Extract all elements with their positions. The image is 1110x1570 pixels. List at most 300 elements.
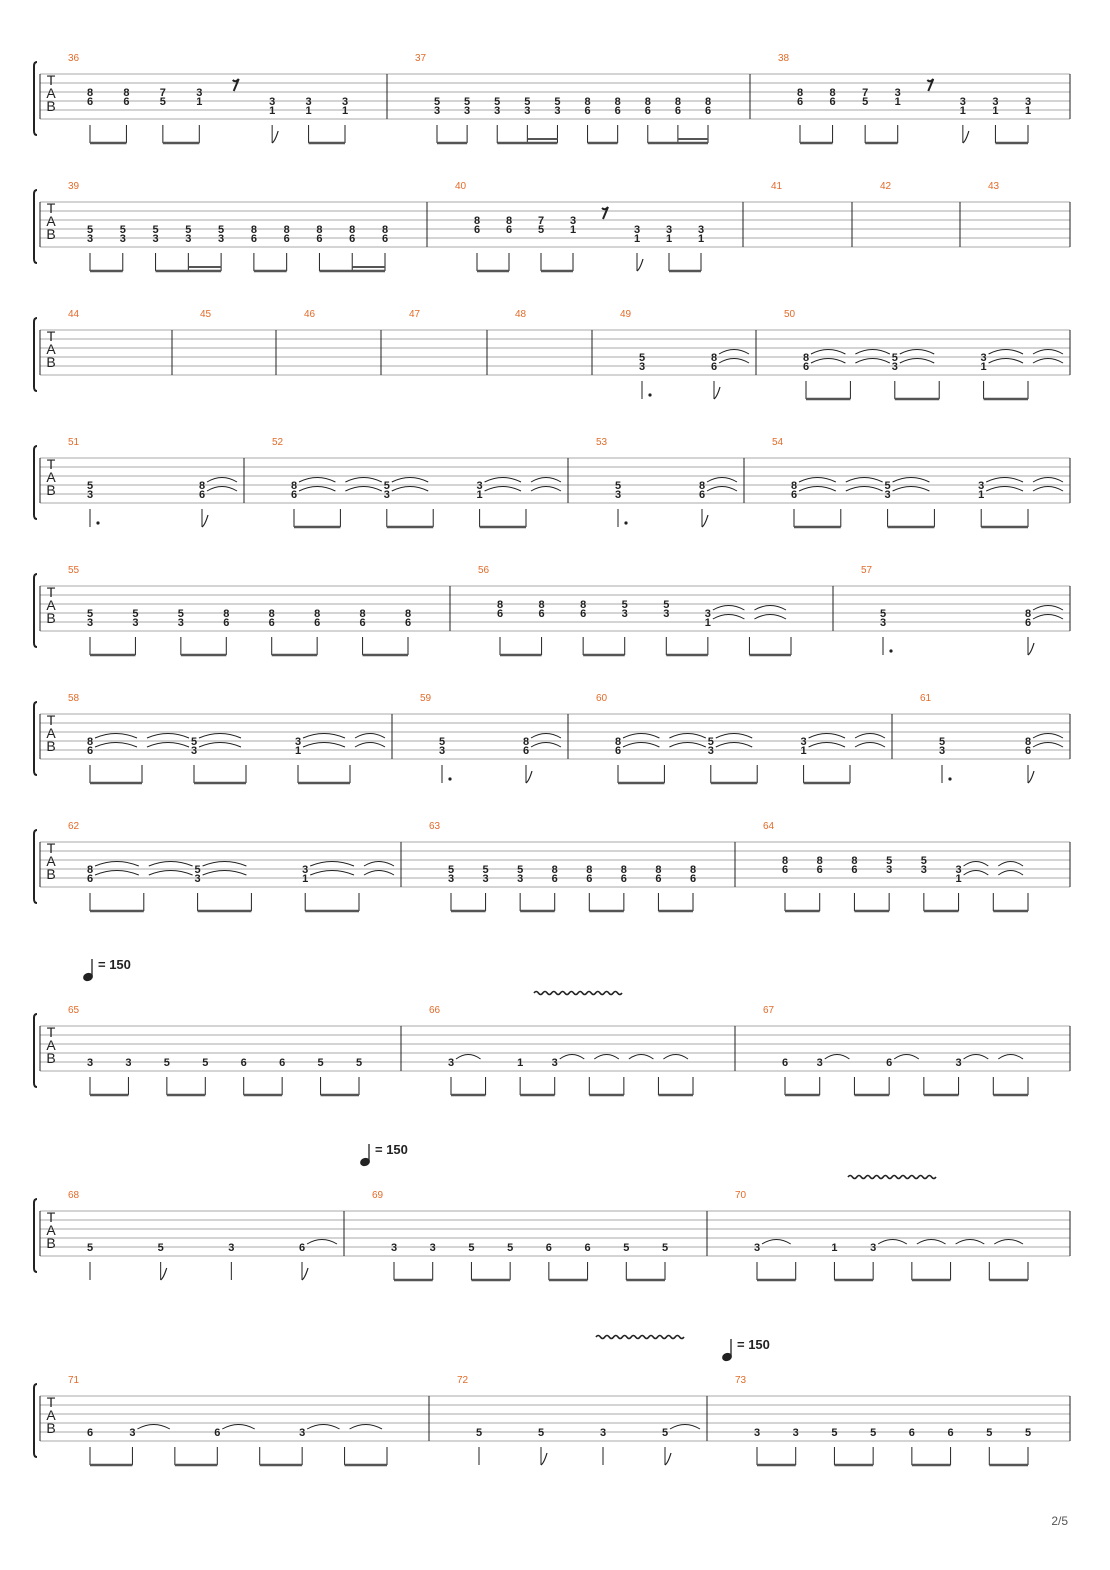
fret-number: 6 xyxy=(704,105,712,117)
fret-number: 6 xyxy=(698,489,706,501)
tie-arc xyxy=(893,487,930,492)
fret-number: 6 xyxy=(689,873,697,885)
tie-arc xyxy=(799,478,836,483)
fret-number: 3 xyxy=(305,96,312,108)
measure-number: 62 xyxy=(68,821,80,832)
fret-number: 1 xyxy=(302,873,309,885)
fret-number: 5 xyxy=(464,96,471,108)
fret-number: 5 xyxy=(185,224,192,236)
tie-arc xyxy=(222,1425,254,1430)
fret-number: 1 xyxy=(269,105,276,117)
fret-number: 3 xyxy=(196,87,203,99)
fret-number: 1 xyxy=(196,96,203,108)
fret-number: 3 xyxy=(383,489,390,501)
fret-number: 8 xyxy=(614,736,622,748)
fret-number: 6 xyxy=(886,1057,893,1069)
system-bracket xyxy=(34,1384,37,1457)
fret-number: 6 xyxy=(614,105,621,117)
tie-arc xyxy=(799,487,836,492)
fret-number: 3 xyxy=(938,745,946,757)
tie-arc xyxy=(147,734,189,739)
tie-arc xyxy=(485,478,521,483)
system-bracket xyxy=(34,1199,37,1272)
tie-arc xyxy=(355,743,385,748)
fret-number: 5 xyxy=(517,864,524,876)
fret-number: 3 xyxy=(614,489,622,501)
tie-arc xyxy=(855,743,885,748)
tie-arc xyxy=(825,1055,850,1060)
measure-number: 64 xyxy=(763,821,775,832)
tempo-marking: = 150 xyxy=(98,957,131,972)
tie-arc xyxy=(893,478,930,483)
fret-number: 5 xyxy=(707,736,714,748)
tab-clef-letter: A xyxy=(46,1222,56,1238)
tie-arc xyxy=(900,359,934,364)
fret-number: 8 xyxy=(584,96,591,108)
fret-number: 5 xyxy=(524,96,531,108)
tab-clef-letter: T xyxy=(46,1024,56,1040)
tie-arc xyxy=(392,487,428,492)
fret-number: 8 xyxy=(496,599,504,611)
fret-number: 3 xyxy=(86,233,94,245)
fret-number: 8 xyxy=(198,480,206,492)
fret-number: 8 xyxy=(86,864,94,876)
tie-arc xyxy=(989,350,1023,355)
measure-number: 43 xyxy=(988,181,1000,192)
fret-number: 5 xyxy=(86,224,94,236)
tie-arc xyxy=(900,350,934,355)
tie-arc xyxy=(364,871,394,876)
tie-arc xyxy=(713,606,745,611)
fret-number: 6 xyxy=(283,233,290,245)
tie-arc xyxy=(299,487,335,492)
tie-arc xyxy=(310,862,354,867)
measure-number: 41 xyxy=(771,181,783,192)
fret-number: 1 xyxy=(341,105,349,117)
tie-arc xyxy=(964,871,989,876)
eighth-flag-icon xyxy=(541,1453,547,1465)
fret-number: 8 xyxy=(381,224,389,236)
tie-arc xyxy=(95,871,139,876)
fret-number: 3 xyxy=(978,480,985,492)
eighth-rest-icon xyxy=(927,79,933,91)
fret-number: 8 xyxy=(829,87,836,99)
tie-arc xyxy=(713,615,745,620)
fret-number: 5 xyxy=(438,736,446,748)
fret-number: 3 xyxy=(86,1057,94,1069)
fret-number: 5 xyxy=(891,352,898,364)
fret-number: 3 xyxy=(447,873,455,885)
fret-number: 5 xyxy=(190,736,198,748)
fret-number: 3 xyxy=(894,87,901,99)
fret-number: 5 xyxy=(159,96,166,108)
tie-arc xyxy=(1033,478,1063,483)
fret-number: 3 xyxy=(955,864,962,876)
tab-clef-letter: A xyxy=(46,597,56,613)
fret-number: 3 xyxy=(959,96,966,108)
fret-number: 6 xyxy=(620,873,627,885)
fret-number: 6 xyxy=(268,617,275,629)
fret-number: 5 xyxy=(623,1242,630,1254)
fret-number: 6 xyxy=(802,361,810,373)
eighth-flag-icon xyxy=(526,771,532,783)
tab-clef-letter: A xyxy=(46,853,56,869)
fret-number: 6 xyxy=(86,873,94,885)
fret-number: 3 xyxy=(980,352,987,364)
measure-number: 47 xyxy=(409,309,421,320)
eighth-flag-icon xyxy=(202,515,208,527)
tie-arc xyxy=(137,1425,169,1430)
measure-number: 65 xyxy=(68,1005,80,1016)
fret-number: 6 xyxy=(655,873,662,885)
fret-number: 3 xyxy=(190,745,198,757)
fret-number: 3 xyxy=(884,489,891,501)
system-bracket xyxy=(34,830,37,903)
tab-system xyxy=(34,437,1070,527)
fret-number: 1 xyxy=(704,617,711,629)
tie-arc xyxy=(531,487,561,492)
measure-number: 52 xyxy=(272,437,284,448)
eighth-flag-icon xyxy=(1028,643,1034,655)
eighth-flag-icon xyxy=(963,131,969,143)
fret-number: 3 xyxy=(517,873,524,885)
measure-number: 71 xyxy=(68,1375,80,1386)
fret-number: 1 xyxy=(894,96,901,108)
tab-clef-letter: T xyxy=(46,1394,56,1410)
fret-number: 6 xyxy=(86,745,94,757)
tab-clef-letter: T xyxy=(46,712,56,728)
fret-number: 6 xyxy=(381,233,389,245)
tie-arc xyxy=(809,743,845,748)
tie-arc xyxy=(846,478,883,483)
tab-clef-letter: B xyxy=(46,738,56,754)
fret-number: 5 xyxy=(638,352,646,364)
fret-number: 8 xyxy=(580,599,587,611)
fret-number: 3 xyxy=(697,224,705,236)
fret-number: 6 xyxy=(816,864,823,876)
tie-arc xyxy=(307,1425,339,1430)
tie-arc xyxy=(456,1055,481,1060)
tab-system xyxy=(34,821,1070,911)
fret-number: 6 xyxy=(586,873,593,885)
tab-clef-letter: A xyxy=(46,85,56,101)
fret-number: 3 xyxy=(800,736,807,748)
fret-number: 3 xyxy=(891,361,898,373)
tie-arc xyxy=(809,734,845,739)
tab-clef-letter: T xyxy=(46,72,56,88)
fret-number: 6 xyxy=(123,96,130,108)
fret-number: 3 xyxy=(185,233,192,245)
tie-arc xyxy=(303,743,345,748)
system-bracket xyxy=(34,318,37,391)
fret-number: 3 xyxy=(218,233,225,245)
measure-number: 72 xyxy=(457,1375,469,1386)
fret-number: 5 xyxy=(920,855,927,867)
fret-number: 8 xyxy=(614,96,621,108)
tab-clef-letter: B xyxy=(46,1050,56,1066)
tie-arc xyxy=(754,606,786,611)
eighth-flag-icon xyxy=(161,1268,167,1280)
fret-number: 3 xyxy=(129,1427,136,1439)
tie-arc xyxy=(719,350,749,355)
fret-number: 5 xyxy=(86,480,94,492)
tie-arc xyxy=(998,1055,1023,1060)
fret-number: 3 xyxy=(438,745,446,757)
tie-arc xyxy=(719,359,749,364)
fret-number: 1 xyxy=(980,361,987,373)
eighth-flag-icon xyxy=(665,1453,671,1465)
fret-number: 3 xyxy=(194,873,201,885)
fret-number: 6 xyxy=(316,233,323,245)
fret-number: 3 xyxy=(955,1057,962,1069)
tie-arc xyxy=(716,734,752,739)
fret-number: 3 xyxy=(464,105,471,117)
fret-number: 5 xyxy=(177,608,184,620)
fret-number: 3 xyxy=(86,489,94,501)
fret-number: 8 xyxy=(86,736,94,748)
tie-arc xyxy=(1033,487,1063,492)
fret-number: 3 xyxy=(1024,96,1032,108)
fret-number: 6 xyxy=(86,1427,94,1439)
tie-arc xyxy=(623,743,659,748)
measure-number: 57 xyxy=(861,565,873,576)
fret-number: 5 xyxy=(194,864,201,876)
tie-arc xyxy=(199,743,241,748)
fret-number: 8 xyxy=(698,480,706,492)
fret-number: 1 xyxy=(992,105,999,117)
fret-number: 3 xyxy=(119,233,126,245)
tie-arc xyxy=(307,1240,337,1245)
tab-clef-letter: B xyxy=(46,226,56,242)
dot-icon xyxy=(648,393,651,396)
fret-number: 3 xyxy=(132,617,139,629)
fret-number: 5 xyxy=(202,1057,209,1069)
fret-number: 3 xyxy=(633,224,641,236)
tie-arc xyxy=(531,478,561,483)
eighth-flag-icon xyxy=(702,515,708,527)
tab-system xyxy=(34,1336,1070,1466)
fret-number: 6 xyxy=(851,864,858,876)
tie-arc xyxy=(811,359,845,364)
tie-arc xyxy=(392,478,428,483)
measure-number: 44 xyxy=(68,309,80,320)
fret-number: 8 xyxy=(644,96,651,108)
fret-number: 8 xyxy=(349,224,356,236)
tie-arc xyxy=(669,743,705,748)
fret-number: 1 xyxy=(959,105,966,117)
fret-number: 3 xyxy=(125,1057,132,1069)
fret-number: 8 xyxy=(314,608,321,620)
measure-number: 70 xyxy=(735,1190,747,1201)
tab-clef-letter: A xyxy=(46,341,56,357)
measure-number: 66 xyxy=(429,1005,441,1016)
fret-number: 8 xyxy=(538,599,545,611)
fret-number: 1 xyxy=(305,105,312,117)
fret-number: 8 xyxy=(473,215,481,227)
fret-number: 6 xyxy=(781,1057,789,1069)
tab-clef-letter: A xyxy=(46,469,56,485)
measure-number: 42 xyxy=(880,181,892,192)
fret-number: 3 xyxy=(886,864,893,876)
fret-number: 8 xyxy=(404,608,412,620)
tie-arc xyxy=(345,487,381,492)
tie-arc xyxy=(531,743,561,748)
vibrato-icon xyxy=(534,992,622,995)
tab-clef-letter: B xyxy=(46,1235,56,1251)
system-bracket xyxy=(34,62,37,135)
fret-number: 1 xyxy=(665,233,673,245)
tie-arc xyxy=(203,862,247,867)
fret-number: 1 xyxy=(517,1057,524,1069)
tie-arc xyxy=(623,734,659,739)
fret-number: 6 xyxy=(473,224,481,236)
fret-number: 5 xyxy=(554,96,561,108)
fret-number: 5 xyxy=(831,1427,838,1439)
fret-number: 8 xyxy=(86,87,94,99)
fret-number: 6 xyxy=(279,1057,286,1069)
tab-system xyxy=(34,1142,1070,1280)
measure-number: 39 xyxy=(68,181,80,192)
dot-icon xyxy=(889,649,892,652)
fret-number: 1 xyxy=(1024,105,1032,117)
fret-number: 3 xyxy=(792,1427,799,1439)
tie-arc xyxy=(149,862,193,867)
tab-clef-letter: A xyxy=(46,213,56,229)
tie-arc xyxy=(147,743,189,748)
fret-number: 8 xyxy=(710,352,718,364)
fret-number: 3 xyxy=(86,617,94,629)
fret-number: 3 xyxy=(269,96,276,108)
fret-number: 3 xyxy=(433,105,441,117)
fret-number: 8 xyxy=(620,864,627,876)
fret-number: 6 xyxy=(314,617,321,629)
fret-number: 3 xyxy=(299,1427,306,1439)
tab-clef-letter: B xyxy=(46,482,56,498)
fret-number: 5 xyxy=(986,1427,993,1439)
tie-arc xyxy=(355,734,385,739)
fret-number: 6 xyxy=(710,361,718,373)
fret-number: 5 xyxy=(884,480,891,492)
fret-number: 5 xyxy=(355,1057,363,1069)
fret-number: 8 xyxy=(1024,736,1032,748)
measure-number: 59 xyxy=(420,693,432,704)
fret-number: 5 xyxy=(383,480,390,492)
fret-number: 5 xyxy=(482,864,489,876)
tie-arc xyxy=(1033,615,1063,620)
fret-number: 5 xyxy=(86,608,94,620)
fret-number: 6 xyxy=(214,1427,221,1439)
measure-number: 69 xyxy=(372,1190,384,1201)
fret-number: 5 xyxy=(537,1427,545,1439)
fret-number: 5 xyxy=(621,599,628,611)
fret-number: 6 xyxy=(584,1242,591,1254)
fret-number: 3 xyxy=(569,215,577,227)
tie-arc xyxy=(95,734,137,739)
fret-number: 1 xyxy=(294,745,302,757)
tab-clef-letter: A xyxy=(46,725,56,741)
tab-clef-letter: T xyxy=(46,840,56,856)
fret-number: 6 xyxy=(1024,745,1032,757)
fret-number: 5 xyxy=(317,1057,324,1069)
measure-number: 55 xyxy=(68,565,80,576)
fret-number: 6 xyxy=(796,96,804,108)
fret-number: 6 xyxy=(614,745,622,757)
fret-number: 6 xyxy=(250,233,257,245)
tab-clef-letter: B xyxy=(46,610,56,626)
fret-number: 5 xyxy=(119,224,126,236)
tempo-marking: = 150 xyxy=(375,1142,408,1157)
tie-arc xyxy=(364,862,394,867)
fret-number: 3 xyxy=(551,1057,558,1069)
fret-number: 3 xyxy=(390,1242,398,1254)
tab-system xyxy=(34,53,1070,143)
tab-system xyxy=(34,693,1070,783)
fret-number: 8 xyxy=(283,224,290,236)
fret-number: 8 xyxy=(796,87,804,99)
fret-number: 8 xyxy=(655,864,662,876)
measure-number: 67 xyxy=(763,1005,775,1016)
fret-number: 8 xyxy=(1024,608,1032,620)
fret-number: 8 xyxy=(522,736,530,748)
tie-arc xyxy=(207,478,237,483)
measure-number: 45 xyxy=(200,309,212,320)
tab-clef-letter: T xyxy=(46,456,56,472)
tie-arc xyxy=(986,478,1023,483)
dot-icon xyxy=(96,521,99,524)
system-bracket xyxy=(34,1014,37,1087)
tie-arc xyxy=(707,478,737,483)
system-bracket xyxy=(34,446,37,519)
fret-number: 3 xyxy=(707,745,714,757)
tie-arc xyxy=(629,1055,654,1060)
fret-number: 6 xyxy=(240,1057,247,1069)
fret-number: 8 xyxy=(781,855,789,867)
fret-number: 1 xyxy=(697,233,705,245)
tab-system xyxy=(34,309,1070,399)
eighth-rest-icon xyxy=(233,79,239,91)
tie-arc xyxy=(956,1240,985,1245)
tie-arc xyxy=(299,478,335,483)
fret-number: 6 xyxy=(644,105,651,117)
tie-arc xyxy=(846,487,883,492)
tie-arc xyxy=(994,1240,1023,1245)
tie-arc xyxy=(989,359,1023,364)
fret-number: 1 xyxy=(978,489,985,501)
fret-number: 5 xyxy=(86,1242,94,1254)
fret-number: 5 xyxy=(663,599,670,611)
fret-number: 6 xyxy=(538,608,545,620)
tie-arc xyxy=(531,734,561,739)
measure-number: 48 xyxy=(515,309,527,320)
fret-number: 3 xyxy=(621,608,628,620)
fret-number: 3 xyxy=(302,864,309,876)
tie-arc xyxy=(855,734,885,739)
fret-number: 6 xyxy=(580,608,587,620)
fret-number: 5 xyxy=(661,1427,669,1439)
fret-number: 5 xyxy=(132,608,139,620)
tie-arc xyxy=(560,1055,585,1060)
fret-number: 6 xyxy=(790,489,798,501)
fret-number: 1 xyxy=(633,233,641,245)
measure-number: 61 xyxy=(920,693,932,704)
tab-system xyxy=(34,565,1070,655)
tie-arc xyxy=(1033,350,1063,355)
fret-number: 3 xyxy=(447,1057,455,1069)
tie-arc xyxy=(998,871,1023,876)
measure-number: 49 xyxy=(620,309,632,320)
fret-number: 6 xyxy=(674,105,681,117)
tie-arc xyxy=(855,350,889,355)
